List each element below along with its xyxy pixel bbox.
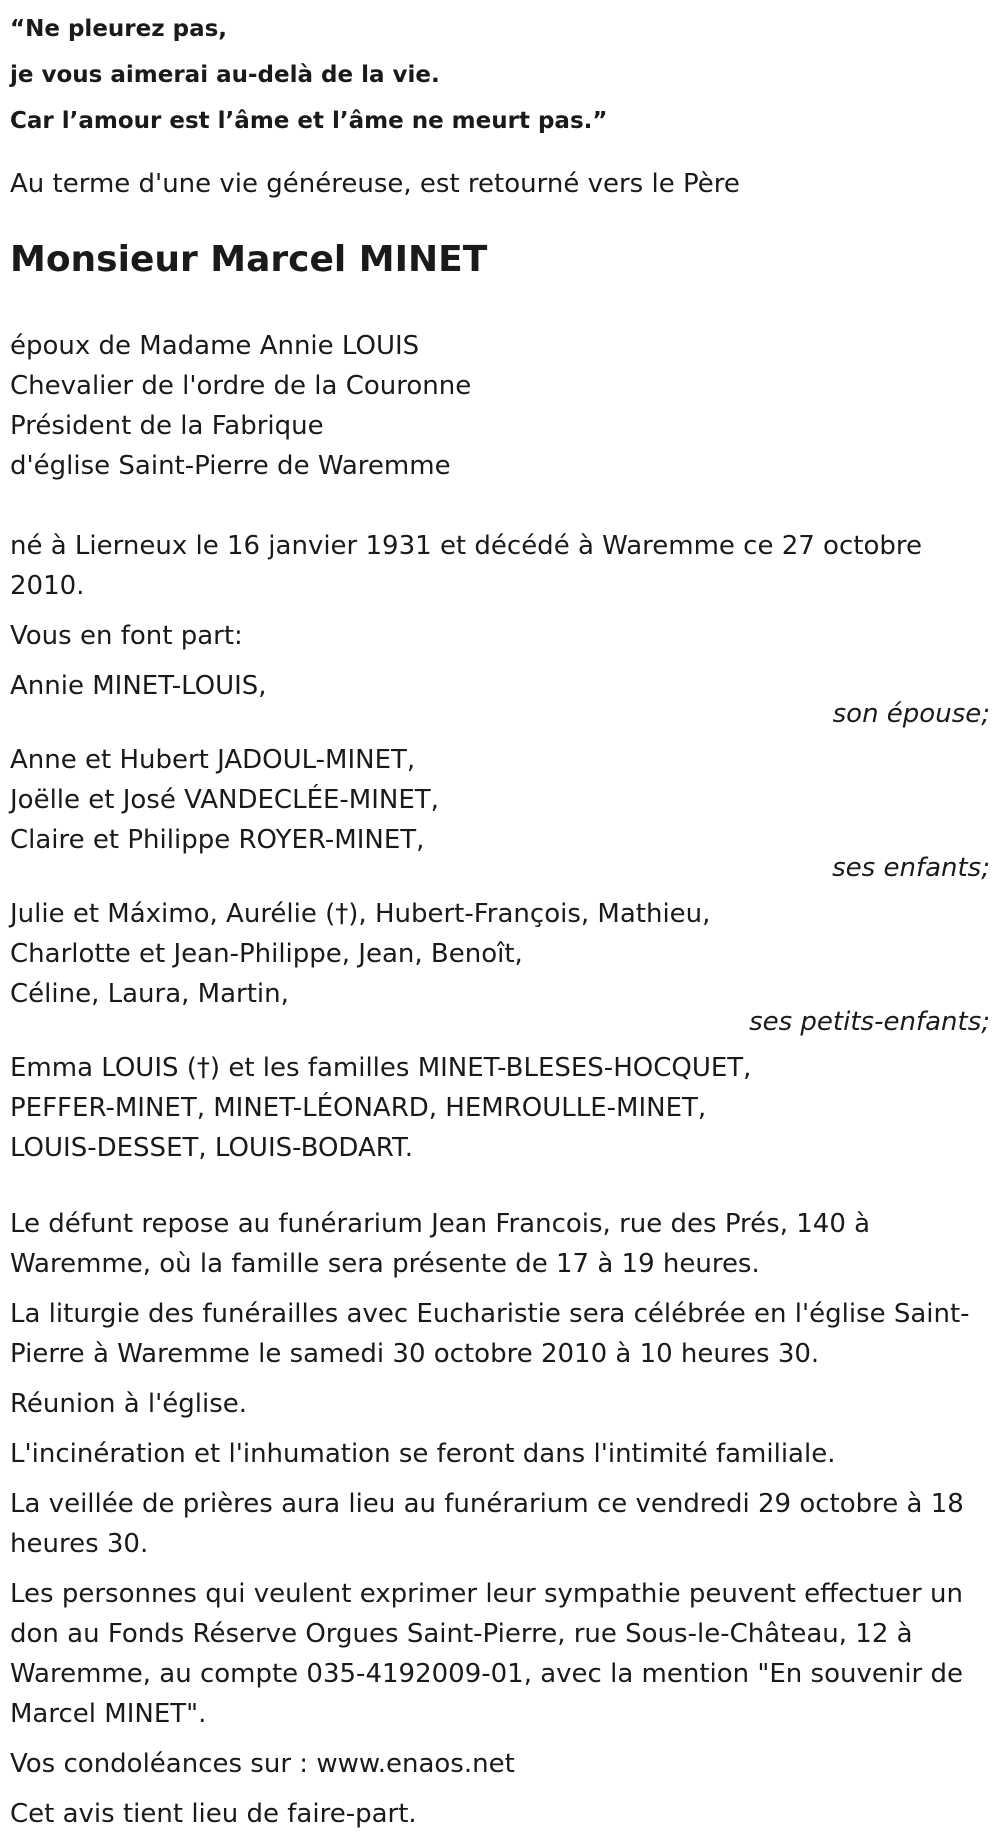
- relation-label-spouse: son épouse;: [832, 699, 990, 729]
- funeral-details: [10, 1204, 990, 1834]
- quote-line-1: “Ne pleurez pas,: [10, 16, 228, 42]
- detail-paragraph: L'incinération et l'inhumation se feront dans l'intimité familiale.: [10, 1439, 836, 1469]
- family-line: Charlotte et Jean-Philippe, Jean, Benoît,: [10, 939, 523, 969]
- title-line: Chevalier de l'ordre de la Couronne: [10, 371, 472, 401]
- deceased-titles: [10, 326, 990, 486]
- deceased-name: Monsieur Marcel MINET: [10, 239, 488, 280]
- children-group: [10, 740, 990, 888]
- detail-paragraph: Les personnes qui veulent exprimer leur sympathie peuvent effectuer un don au Fonds Réserve Orgues Saint-Pierre, rue Sous-le-Château, 12 à Waremme, au compte 035-4192009-01, avec la mention "En souvenir de Marcel MINET".: [10, 1579, 963, 1729]
- detail-paragraph: La liturgie des funérailles avec Eucharistie sera célébrée en l'église Saint-Pierre à Waremme le samedi 30 octobre 2010 à 10 heures 30.: [10, 1299, 970, 1369]
- detail-paragraph: Le défunt repose au funérarium Jean Francois, rue des Prés, 140 à Waremme, où la famille sera présente de 17 à 19 heures.: [10, 1209, 871, 1279]
- family-line: Julie et Máximo, Aurélie (†), Hubert-François, Mathieu,: [10, 899, 711, 929]
- family-line: Joëlle et José VANDECLÉE-MINET,: [10, 785, 439, 815]
- family-line: Annie MINET-LOUIS,: [10, 671, 267, 701]
- grandchildren-group: [10, 894, 990, 1042]
- family-line: Céline, Laura, Martin,: [10, 979, 289, 1009]
- condolences-link-text: Vos condoléances sur : www.enaos.net: [10, 1749, 515, 1779]
- detail-paragraph: Réunion à l'église.: [10, 1389, 248, 1419]
- family-line: LOUIS-DESSET, LOUIS-BODART.: [10, 1133, 414, 1163]
- family-line: Claire et Philippe ROYER-MINET,: [10, 825, 425, 855]
- quote-line-2: je vous aimerai au-delà de la vie.: [10, 62, 440, 88]
- relation-label-children: ses enfants;: [832, 853, 990, 883]
- spouse-group: [10, 666, 990, 734]
- detail-paragraph: Cet avis tient lieu de faire-part.: [10, 1799, 417, 1829]
- intro-text: Au terme d'une vie généreuse, est retourné vers le Père: [10, 169, 740, 199]
- title-line: Président de la Fabrique: [10, 411, 324, 441]
- family-line: PEFFER-MINET, MINET-LÉONARD, HEMROULLE-MINET,: [10, 1093, 707, 1123]
- quote-line-3: Car l’amour est l’âme et l’âme ne meurt pas.”: [10, 108, 608, 134]
- other-family-group: [10, 1048, 990, 1168]
- opening-quote: [10, 0, 990, 144]
- birth-death-text: né à Lierneux le 16 janvier 1931 et décédé à Waremme ce 27 octobre 2010.: [10, 531, 922, 601]
- family-line: Anne et Hubert JADOUL-MINET,: [10, 745, 416, 775]
- announce-text: Vous en font part:: [10, 621, 243, 651]
- title-line: époux de Madame Annie LOUIS: [10, 331, 420, 361]
- family-line: Emma LOUIS (†) et les familles MINET-BLESES-HOCQUET,: [10, 1053, 752, 1083]
- relation-label-grandchildren: ses petits-enfants;: [749, 1007, 990, 1037]
- detail-paragraph: La veillée de prières aura lieu au funérarium ce vendredi 29 octobre à 18 heures 30.: [10, 1489, 964, 1559]
- title-line: d'église Saint-Pierre de Waremme: [10, 451, 451, 481]
